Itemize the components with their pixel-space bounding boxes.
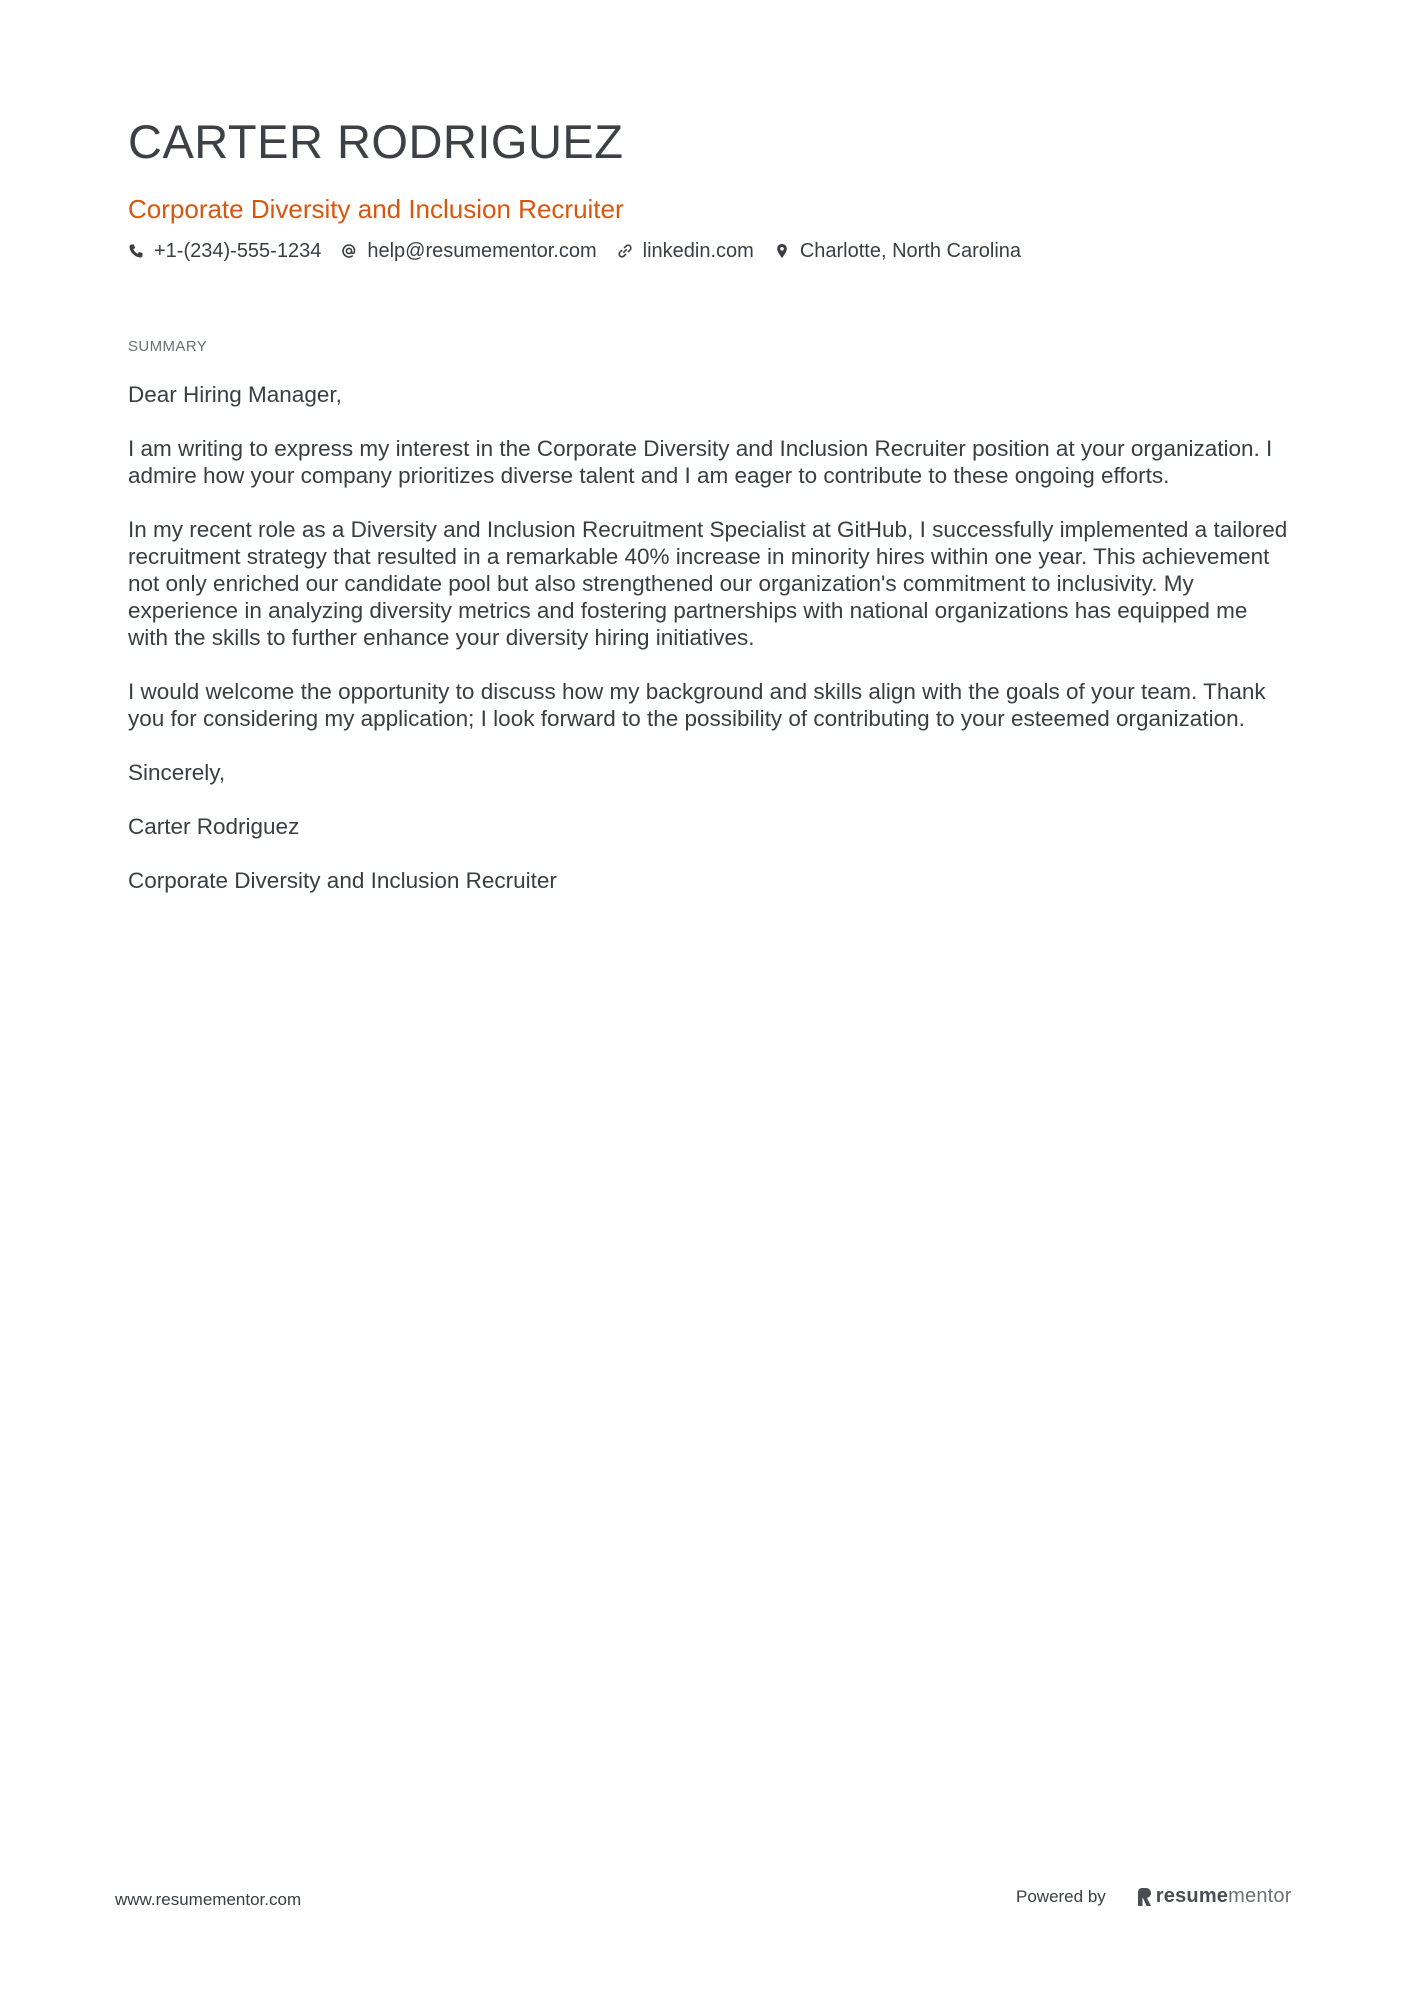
section-heading-summary: SUMMARY [128,338,208,355]
email-text[interactable]: help@resumementor.com [367,240,597,262]
brand-text-resume: resume [1155,1885,1229,1907]
letter-body [128,381,1288,921]
letter-paragraph: I would welcome the opportunity to discuss how my background and skills align with the goals of your team. Thank you for considering my application; I look forward to the possibility of contributing to your esteemed organization. [128,679,1266,731]
brand-text-mentor: mentor [1228,1885,1292,1907]
header [128,112,1288,266]
linkedin-text[interactable]: linkedin.com [642,240,754,262]
job-title: Corporate Diversity and Inclusion Recruiter [128,194,624,224]
contact-linkedin[interactable] [617,236,754,266]
candidate-name: CARTER RODRIGUEZ [128,115,624,168]
phone-icon [128,243,144,259]
phone-text: +1-(234)-555-1234 [154,240,322,262]
location-pin-icon [774,243,790,259]
contact-phone [128,236,321,266]
signature-name: Carter Rodriguez [128,814,300,839]
at-icon [341,243,357,259]
powered-by-label: Powered by [1016,1886,1106,1906]
footer-powered-by [1016,1885,1292,1908]
letter-closing: Sincerely, [128,760,226,785]
contact-bar [128,236,1288,266]
resumementor-logo[interactable] [1136,1885,1292,1908]
letter-paragraph: In my recent role as a Diversity and Inclusion Recruitment Specialist at GitHub, I successfully implemented a tailored recruitment strategy that resulted in a remarkable 40% increase in minority hires within one year. This achievement not only enriched our candidate pool but also strengthened our organization's commitment to inclusivity. My experience in analyzing diversity metrics and fostering partnerships with national organizations has equipped me with the skills to further enhance your diversity hiring initiatives. [128,517,1288,650]
signature-title: Corporate Diversity and Inclusion Recruiter [128,868,557,893]
location-text: Charlotte, North Carolina [799,240,1022,262]
resumementor-logo-icon [1136,1887,1152,1907]
footer-website[interactable]: www.resumementor.com [115,1890,302,1909]
contact-location [774,236,1021,266]
link-icon [617,243,633,259]
contact-email[interactable] [341,236,596,266]
letter-greeting: Dear Hiring Manager, [128,382,342,407]
letter-paragraph: I am writing to express my interest in the Corporate Diversity and Inclusion Recruiter position at your organization. I admire how your company prioritizes diverse talent and I am eager to contribute to these ongoing efforts. [128,436,1273,488]
